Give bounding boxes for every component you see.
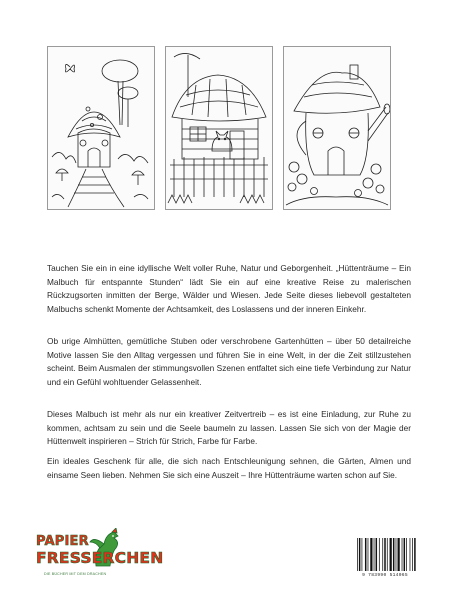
description-paragraph-4: Ein ideales Geschenk für alle, die sich nach Entschleunigung sehnen, die Gärten, Almen und einsame Seen lieben. Nehmen Sie sich eine Auszeit – Ihre Hüttenträume warten schon auf Sie. bbox=[47, 456, 411, 480]
isbn-barcode bbox=[354, 536, 416, 580]
thatched-hut-drawing bbox=[166, 47, 272, 209]
mushroom-house-illustration bbox=[47, 46, 155, 210]
thatched-hut-illustration bbox=[165, 46, 273, 210]
logo-tagline: DIE BÜCHER MIT DEM DRACHEN bbox=[44, 572, 107, 576]
description-paragraph-3: Dieses Malbuch ist mehr als nur ein kreativer Zeitvertreib – es ist eine Einladung, zur Ruhe zu kommen, achtsam zu sein und die Seele baumeln zu lassen. Lassen Sie sich von der Magie der Hüttenwelt inspirieren – Strich für Strich, Farbe für Farbe. bbox=[47, 409, 411, 447]
barcode-bars bbox=[354, 536, 416, 572]
logo-wordmark-bottom: FRESSERCHEN bbox=[36, 549, 164, 567]
watering-can-house-illustration bbox=[283, 46, 391, 210]
description-paragraph-1: Tauchen Sie ein in eine idyllische Welt voller Ruhe, Natur und Geborgenheit. „Hüttenträume – Ein Malbuch für entspannte Stunden“ lädt Sie ein auf eine kreative Reise zu malerischen Rückzugsorten inmitten der Berge, Wälder und Wiesen. Jede Seite dieses liebevoll gestalteten Malbuchs schenkt Momente der Achtsamkeit, des Loslassens und der inneren Einkehr. bbox=[47, 263, 411, 314]
logo-wordmark-top: PAPIER bbox=[36, 534, 89, 549]
publisher-logo bbox=[36, 528, 164, 586]
mushroom-house-drawing bbox=[48, 47, 154, 209]
description-paragraph-2: Ob urige Almhütten, gemütliche Stuben oder verschrobene Gartenhütten – über 50 detailreiche Motive lassen Sie den Alltag vergessen und führen Sie in eine Welt, in der die Zeit stillzustehen scheint. Beim Ausmalen der stimmungsvollen Szenen entfaltet sich eine tiefe Verbindung zur Natur und ein Gefühl wohltuender Gelassenheit. bbox=[47, 336, 411, 387]
watering-can-house-drawing bbox=[284, 47, 390, 209]
barcode-digits: 9 783990 514065 bbox=[362, 573, 408, 578]
